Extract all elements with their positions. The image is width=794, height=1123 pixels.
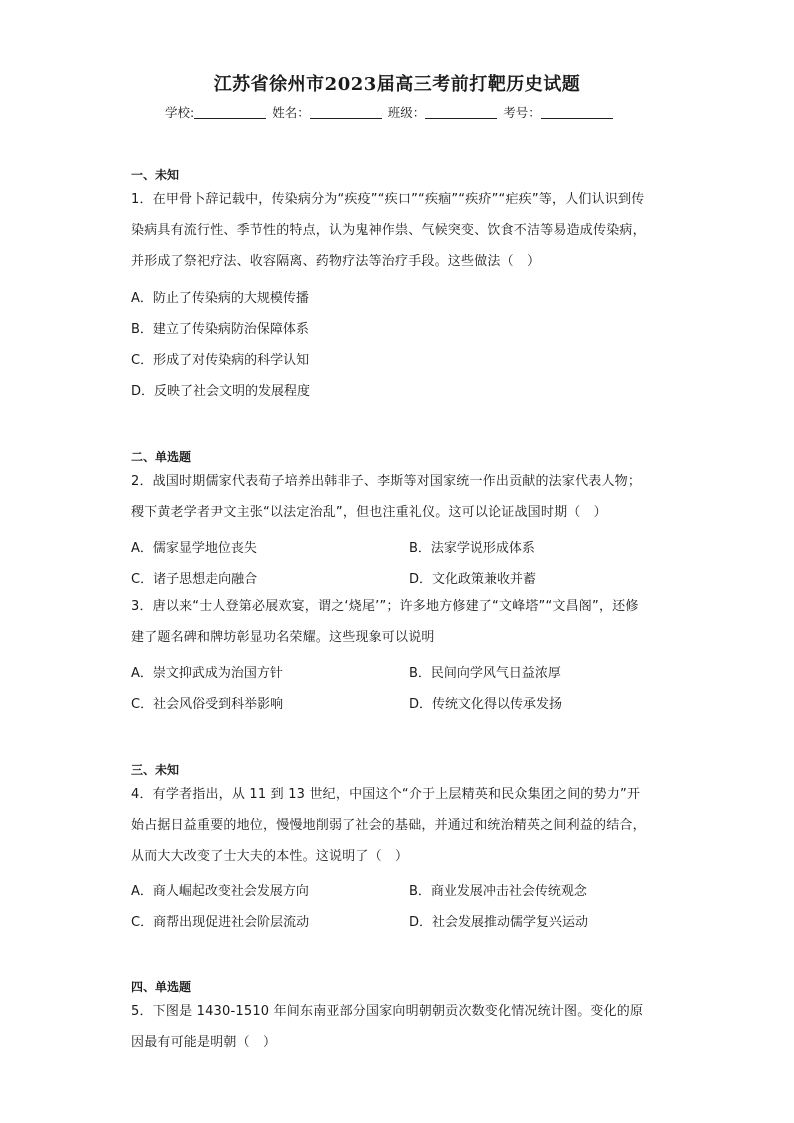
question-line: 因最有可能是明朝（ ） xyxy=(131,1035,277,1050)
option-c: C．诸子思想走向融合 xyxy=(131,572,258,587)
option-d: D．文化政策兼收并蓄 xyxy=(409,572,537,587)
question-2-stem xyxy=(131,466,671,528)
school-blank[interactable] xyxy=(194,106,266,119)
section-heading: 四、单选题 xyxy=(131,980,192,994)
question-line: 2．战国时期儒家代表荀子培养出韩非子、李斯等对国家统一作出贡献的法家代表人物； xyxy=(131,474,642,489)
name-label: 姓名： xyxy=(272,105,310,120)
question-1-stem xyxy=(131,184,671,277)
page-title: 江苏省徐州市2023届高三考前打靶历史试题 xyxy=(213,74,581,95)
exam-number-blank[interactable] xyxy=(541,106,613,119)
option-d: D．传统文化得以传承发扬 xyxy=(409,697,563,712)
question-line: 建了题名碑和牌坊彰显功名荣耀。这些现象可以说明 xyxy=(131,630,435,645)
option-b: B．民间向学风气日益浓厚 xyxy=(409,666,561,681)
option-a: A．儒家显学地位丧失 xyxy=(131,541,257,556)
question-line: 1．在甲骨卜辞记载中，传染病分为“疾疫”“疾口”“疾痼”“疾疥”“疟疾”等，人们认识到传 xyxy=(131,192,645,207)
option-d: D．反映了社会文明的发展程度 xyxy=(131,384,311,399)
section-heading: 二、单选题 xyxy=(131,450,192,464)
question-3-stem xyxy=(131,591,671,653)
option-c: C．形成了对传染病的科学认知 xyxy=(131,353,310,368)
option-a: A．商人崛起改变社会发展方向 xyxy=(131,884,309,899)
question-line: 从而大大改变了士大夫的本性。这说明了（ ） xyxy=(131,849,409,864)
question-line: 3．唐以来“士人登第必展欢宴，谓之‘烧尾’”；许多地方修建了“文峰塔”“文昌阁”，还修 xyxy=(131,599,639,614)
class-blank[interactable] xyxy=(425,106,497,119)
question-line: 4．有学者指出，从 11 到 13 世纪，中国这个“介于上层精英和民众集团之间的势力”开 xyxy=(131,787,641,802)
question-line: 始占据日益重要的地位，慢慢地削弱了社会的基础，并通过和统治精英之间利益的结合， xyxy=(131,818,646,833)
option-a: A．崇文抑武成为治国方针 xyxy=(131,666,283,681)
question-4-stem xyxy=(131,779,671,872)
option-b: B．法家学说形成体系 xyxy=(409,541,535,556)
question-5-stem xyxy=(131,996,671,1058)
class-label: 班级： xyxy=(387,105,426,120)
question-line: 5．下图是 1430-1510 年间东南亚部分国家向明朝朝贡次数变化情况统计图。变化的原 xyxy=(131,1004,644,1019)
question-line: 并形成了祭祀疗法、收容隔离、药物疗法等治疗手段。这些做法（ ） xyxy=(131,254,541,269)
option-d: D．社会发展推动儒学复兴运动 xyxy=(409,915,589,930)
question-line: 染病具有流行性、季节性的特点，认为鬼神作祟、气候突变、饮食不洁等易造成传染病， xyxy=(131,223,646,238)
option-c: C．商帮出现促进社会阶层流动 xyxy=(131,915,310,930)
option-a: A．防止了传染病的大规模传播 xyxy=(131,291,309,306)
option-c: C．社会风俗受到科举影响 xyxy=(131,697,284,712)
section-heading: 三、未知 xyxy=(131,763,180,777)
option-b: B．建立了传染病防治保障体系 xyxy=(131,322,309,337)
section-heading: 一、未知 xyxy=(131,168,180,182)
student-info-row xyxy=(165,103,615,121)
name-blank[interactable] xyxy=(310,106,382,119)
option-b: B．商业发展冲击社会传统观念 xyxy=(409,884,587,899)
exam-number-label: 考号： xyxy=(503,105,541,120)
question-line: 稷下黄老学者尹文主张“以法定治乱”，但也注重礼仪。这可以论证战国时期（ ） xyxy=(131,505,607,520)
school-label: 学校: xyxy=(165,105,195,120)
